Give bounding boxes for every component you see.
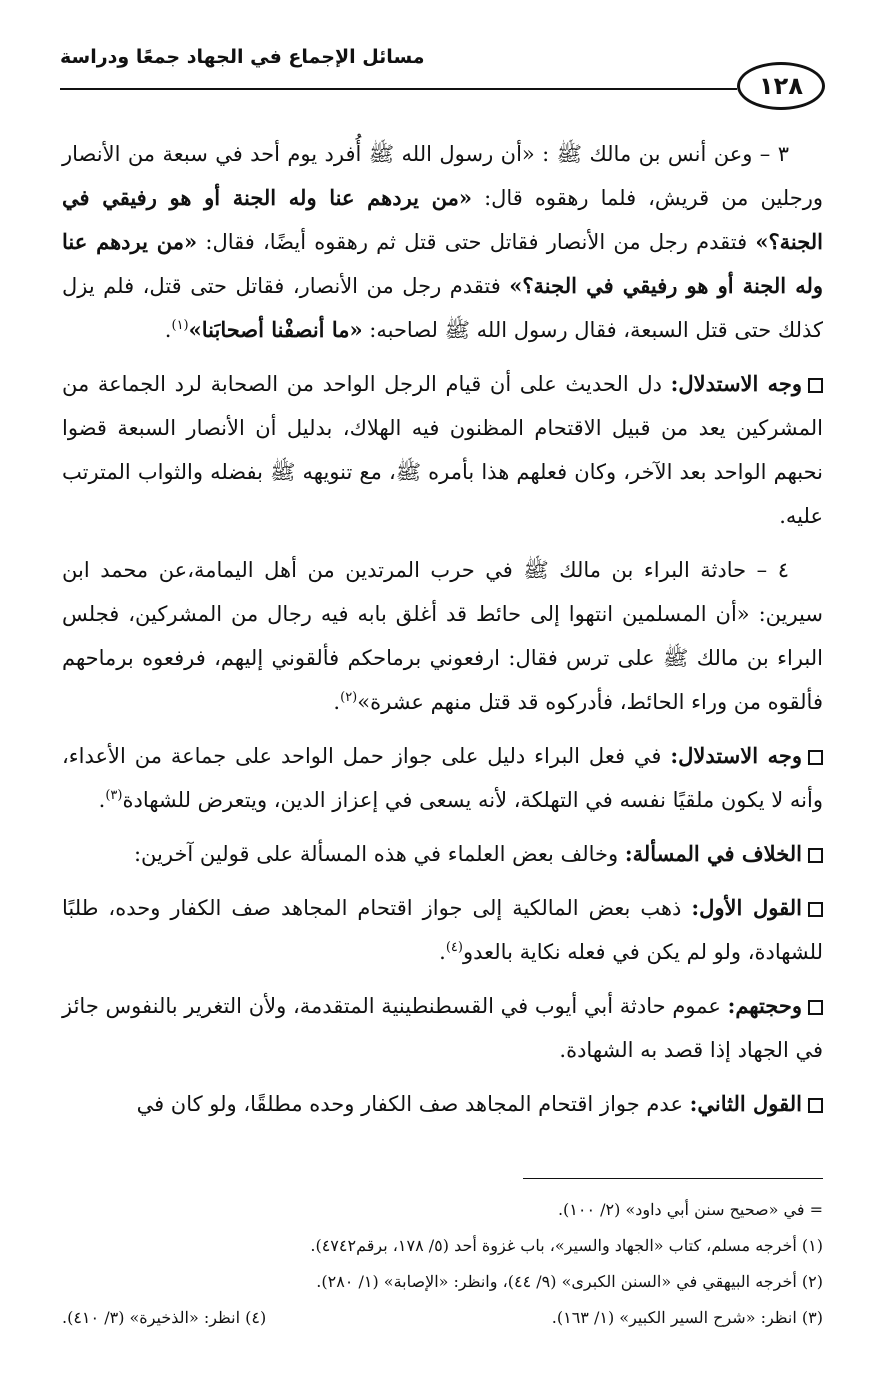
text-run: دل الحديث على أن قيام الرجل الواحد من الصحابة لرد الجماعة من المشركين يعد من قبيل الاقتحام المظنون فيه الهلاك، بدليل أن الأنصار السبعة قضوا نحبهم الواحد بعد الآخر، وكان فعلهم هذا بأمره ﷺ، مع تنويهه ﷺ بفضله والثواب المترتب عليه. <box>62 372 823 528</box>
paragraph <box>62 548 823 724</box>
body-text <box>62 132 823 1136</box>
bold-phrase: القول الثاني: <box>689 1091 802 1116</box>
text-run: ٤ – حادثة البراء بن مالك ﷺ في حرب المرتدين من أهل اليمامة،عن محمد ابن سيرين: «أن المسلمين انتهوا إلى حائط قد أغلق بابه فيه رجال من المشركين، فجلس البراء بن مالك ﷺ على ترس فقال: ارفعوني برماحكم فألقوني إليهم، فرفعوه برماحهم فألقوه من وراء الحائط، فأدركوه قد قتل منهم عشرة» <box>62 558 823 714</box>
bold-phrase: «من يردهم عنا وله الجنة أو هو رفيقي في الجنة؟» <box>62 229 823 298</box>
text-run: فتقدم رجل من الأنصار، فقاتل حتى قتل، فلم يزل كذلك حتى قتل السبعة، فقال رسول الله ﷺ لصاحبه: <box>62 274 823 342</box>
header-rule <box>60 88 737 90</box>
text-run: . <box>439 940 446 964</box>
footnote-separator <box>523 1178 823 1179</box>
text-run: عموم حادثة أبي أيوب في القسطنطينية المتقدمة، ولأن التغرير بالنفوس جائز في الجهاد إذا قصد به الشهادة. <box>62 994 823 1062</box>
footnote-row <box>62 1300 823 1336</box>
footnotes <box>62 1192 823 1336</box>
square-bullet-icon <box>808 902 823 917</box>
text-run: فتقدم رجل من الأنصار فقاتل حتى قتل ثم رهقوه أيضًا، فقال: <box>197 230 756 254</box>
paragraph <box>62 832 823 876</box>
bold-phrase: «من يردهم عنا وله الجنة أو هو رفيقي في الجنة؟» <box>62 185 823 254</box>
square-bullet-icon <box>808 378 823 393</box>
footnote-reference: (٤) <box>445 940 463 955</box>
footnote-1: (١) أخرجه مسلم، كتاب «الجهاد والسير»، باب غزوة أحد (٥/ ١٧٨، برقم٤٧٤٢). <box>310 1236 823 1255</box>
text-run: . <box>164 318 172 342</box>
text-run: في فعل البراء دليل على جواز حمل الواحد على جماعة من الأعداء، وأنه لا يكون ملقيًا نفسه في التهلكة، لأنه يسعى في إعزاز الدين، ويتعرض للشهادة <box>62 744 823 812</box>
paragraph <box>62 362 823 538</box>
text-run: . <box>333 690 341 714</box>
footnote-4: (٤) انظر: «الذخيرة» (٣/ ٤١٠). <box>62 1308 267 1327</box>
footnote-reference: (٣) <box>105 788 123 803</box>
bold-phrase: القول الأول: <box>691 895 802 920</box>
bold-phrase: وحجتهم: <box>727 993 802 1018</box>
bold-phrase: وجه الاستدلال: <box>670 371 802 396</box>
paragraph <box>62 132 823 352</box>
bold-phrase: وجه الاستدلال: <box>670 743 802 768</box>
square-bullet-icon <box>808 750 823 765</box>
text-run: أن رسول الله ﷺ أُفرد يوم أحد في سبعة من الأنصار ورجلين من قريش، فلما رهقوه قال: <box>62 142 823 210</box>
text-run: . <box>98 788 106 812</box>
running-title: مسائل الإجماع في الجهاد جمعًا ودراسة <box>60 46 425 68</box>
page-header <box>60 40 825 110</box>
square-bullet-icon <box>808 1098 823 1113</box>
paragraph <box>62 1082 823 1126</box>
bold-phrase: «ما أنصفْنا أصحابَنا» <box>188 317 363 342</box>
footnote-reference: (٢) <box>340 690 358 705</box>
bold-phrase: الخلاف في المسألة: <box>624 841 802 866</box>
footnote-3: (٣) انظر: «شرح السير الكبير» (١/ ١٦٣). <box>551 1308 823 1327</box>
paragraph <box>62 886 823 974</box>
square-bullet-icon <box>808 1000 823 1015</box>
footnote-reference: (١) <box>171 318 189 333</box>
text-run: ٣ – وعن أنس بن مالك ﷺ : « <box>521 142 789 166</box>
paragraph <box>62 734 823 822</box>
text-run: ذهب بعض المالكية إلى جواز اقتحام المجاهد صف الكفار وحده، طلبًا للشهادة، ولو لم يكن في فعله نكاية بالعدو <box>62 896 823 964</box>
text-run: وخالف بعض العلماء في هذه المسألة على قولين آخرين: <box>133 842 625 866</box>
page-number-badge: ١٢٨ <box>737 62 825 110</box>
paragraph <box>62 984 823 1072</box>
footnote-continuation: = في «صحيح سنن أبي داود» (٢/ ١٠٠). <box>557 1200 823 1219</box>
text-run: عدم جواز اقتحام المجاهد صف الكفار وحده مطلقًا، ولو كان في <box>136 1092 690 1116</box>
square-bullet-icon <box>808 848 823 863</box>
footnote-2: (٢) أخرجه البيهقي في «السنن الكبرى» (٩/ ٤٤)، وانظر: «الإصابة» (١/ ٢٨٠). <box>316 1272 823 1291</box>
